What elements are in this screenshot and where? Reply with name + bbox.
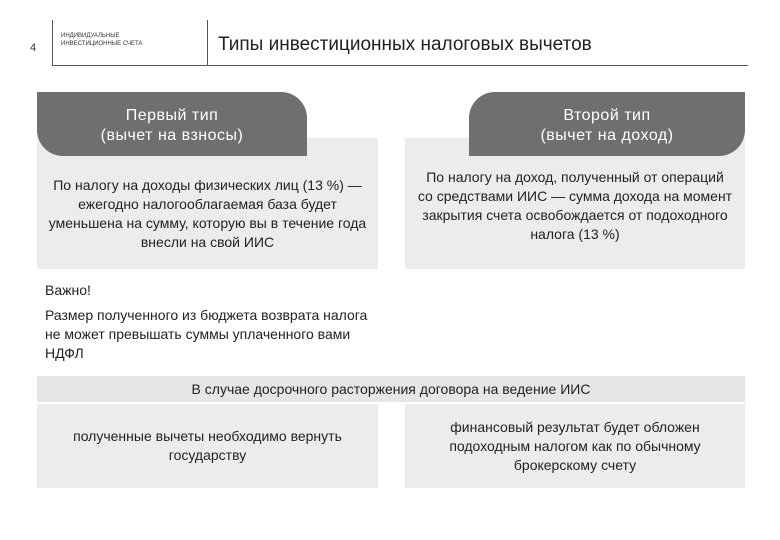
early-termination-type2 bbox=[405, 404, 745, 488]
important-title: Важно! bbox=[45, 282, 91, 298]
type1-tab bbox=[37, 92, 307, 156]
type2-tab-title: Второй тип bbox=[563, 107, 651, 124]
type2-description: По налогу на доход, полученный от операций со средствами ИИС — сумма дохода на момент закрытия счета освобождается от подоходного налога (13 %) bbox=[417, 169, 733, 242]
early-termination-type1 bbox=[37, 404, 378, 488]
early-termination-heading: В случае досрочного расторжения договора на ведение ИИС bbox=[37, 376, 745, 402]
early-termination-type1-text: полученные вычеты необходимо вернуть государству bbox=[73, 428, 342, 463]
type2-tab bbox=[469, 92, 745, 156]
type1-tab-subtitle: (вычет на взносы) bbox=[100, 127, 244, 144]
page-number: 4 bbox=[30, 42, 37, 54]
header-caption: ИНДИВИДУАЛЬНЫЕ ИНВЕСТИЦИОННЫЕ СЧЕТА bbox=[61, 33, 143, 47]
early-termination-type2-text: финансовый результат будет обложен подоходным налогом как по обычному брокерскому счету bbox=[449, 418, 701, 473]
important-text: Размер полученного из бюджета возврата налога не может превышать суммы уплаченного вами НДФЛ bbox=[45, 307, 368, 361]
type1-panel bbox=[37, 138, 378, 269]
type1-tab-title: Первый тип bbox=[125, 107, 219, 124]
type2-panel bbox=[405, 138, 745, 269]
title-divider bbox=[208, 65, 748, 66]
type2-tab-subtitle: (вычет на доход) bbox=[540, 127, 674, 144]
page-title: Типы инвестиционных налоговых вычетов bbox=[218, 34, 592, 55]
type1-description: По налогу на доходы физических лиц (13 %) — ежегодно налогооблагаемая база будет уменьшена на сумму, которую вы в течение года внесли на свой ИИС bbox=[48, 177, 367, 250]
